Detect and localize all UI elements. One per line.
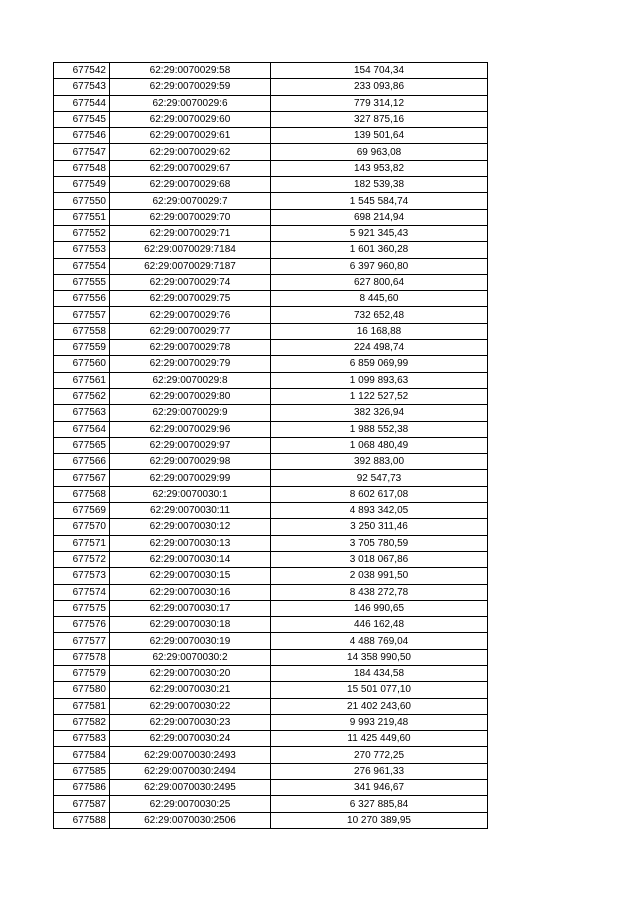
row-id-cell: 677542: [54, 63, 110, 79]
value-cell: 11 425 449,60: [271, 731, 488, 747]
row-id-cell: 677575: [54, 600, 110, 616]
table-row: [54, 568, 488, 584]
table-row: [54, 95, 488, 111]
value-cell: 341 946,67: [271, 780, 488, 796]
row-id-cell: 677585: [54, 763, 110, 779]
table-row: [54, 323, 488, 339]
table-row: [54, 470, 488, 486]
row-id-cell: 677562: [54, 388, 110, 404]
cadastral-number-cell: 62:29:0070029:74: [110, 274, 271, 290]
cadastral-number-cell: 62:29:0070029:96: [110, 421, 271, 437]
row-id-cell: 677568: [54, 486, 110, 502]
cadastral-number-cell: 62:29:0070030:19: [110, 633, 271, 649]
value-cell: 16 168,88: [271, 323, 488, 339]
cadastral-number-cell: 62:29:0070029:70: [110, 209, 271, 225]
row-id-cell: 677571: [54, 535, 110, 551]
row-id-cell: 677580: [54, 682, 110, 698]
table-row: [54, 242, 488, 258]
table-row: [54, 291, 488, 307]
table-row: [54, 372, 488, 388]
value-cell: 139 501,64: [271, 128, 488, 144]
cadastral-number-cell: 62:29:0070029:6: [110, 95, 271, 111]
row-id-cell: 677543: [54, 79, 110, 95]
row-id-cell: 677584: [54, 747, 110, 763]
value-cell: 10 270 389,95: [271, 812, 488, 828]
table-row: [54, 128, 488, 144]
data-table: [53, 62, 488, 829]
table-row: [54, 421, 488, 437]
row-id-cell: 677544: [54, 95, 110, 111]
value-cell: 698 214,94: [271, 209, 488, 225]
table-row: [54, 796, 488, 812]
cadastral-number-cell: 62:29:0070030:2: [110, 649, 271, 665]
cadastral-number-cell: 62:29:0070029:77: [110, 323, 271, 339]
cadastral-number-cell: 62:29:0070029:61: [110, 128, 271, 144]
table-row: [54, 177, 488, 193]
row-id-cell: 677574: [54, 584, 110, 600]
row-id-cell: 677547: [54, 144, 110, 160]
value-cell: 224 498,74: [271, 340, 488, 356]
cadastral-number-cell: 62:29:0070030:20: [110, 665, 271, 681]
value-cell: 182 539,38: [271, 177, 488, 193]
table-row: [54, 225, 488, 241]
row-id-cell: 677552: [54, 225, 110, 241]
value-cell: 327 875,16: [271, 111, 488, 127]
cadastral-number-cell: 62:29:0070030:18: [110, 617, 271, 633]
table-row: [54, 600, 488, 616]
row-id-cell: 677573: [54, 568, 110, 584]
table-row: [54, 503, 488, 519]
value-cell: 92 547,73: [271, 470, 488, 486]
table-row: [54, 617, 488, 633]
value-cell: 8 438 272,78: [271, 584, 488, 600]
table-row: [54, 388, 488, 404]
table-row: [54, 486, 488, 502]
row-id-cell: 677557: [54, 307, 110, 323]
row-id-cell: 677587: [54, 796, 110, 812]
row-id-cell: 677556: [54, 291, 110, 307]
value-cell: 184 434,58: [271, 665, 488, 681]
cadastral-number-cell: 62:29:0070030:23: [110, 714, 271, 730]
cadastral-number-cell: 62:29:0070029:7: [110, 193, 271, 209]
table-row: [54, 356, 488, 372]
row-id-cell: 677576: [54, 617, 110, 633]
table-row: [54, 698, 488, 714]
value-cell: 15 501 077,10: [271, 682, 488, 698]
value-cell: 1 068 480,49: [271, 437, 488, 453]
value-cell: 1 601 360,28: [271, 242, 488, 258]
cadastral-number-cell: 62:29:0070030:21: [110, 682, 271, 698]
value-cell: 270 772,25: [271, 747, 488, 763]
value-cell: 1 099 893,63: [271, 372, 488, 388]
cadastral-number-cell: 62:29:0070029:7184: [110, 242, 271, 258]
table-row: [54, 340, 488, 356]
table-row: [54, 274, 488, 290]
row-id-cell: 677581: [54, 698, 110, 714]
cadastral-number-cell: 62:29:0070029:79: [110, 356, 271, 372]
value-cell: 9 993 219,48: [271, 714, 488, 730]
table-row: [54, 160, 488, 176]
table-row: [54, 714, 488, 730]
cadastral-number-cell: 62:29:0070030:11: [110, 503, 271, 519]
value-cell: 6 327 885,84: [271, 796, 488, 812]
row-id-cell: 677579: [54, 665, 110, 681]
value-cell: 154 704,34: [271, 63, 488, 79]
row-id-cell: 677550: [54, 193, 110, 209]
value-cell: 21 402 243,60: [271, 698, 488, 714]
row-id-cell: 677560: [54, 356, 110, 372]
table-row: [54, 812, 488, 828]
row-id-cell: 677570: [54, 519, 110, 535]
value-cell: 4 488 769,04: [271, 633, 488, 649]
cadastral-number-cell: 62:29:0070030:2494: [110, 763, 271, 779]
table-row: [54, 584, 488, 600]
cadastral-number-cell: 62:29:0070030:17: [110, 600, 271, 616]
row-id-cell: 677553: [54, 242, 110, 258]
cadastral-number-cell: 62:29:0070030:25: [110, 796, 271, 812]
table-row: [54, 63, 488, 79]
cadastral-number-cell: 62:29:0070030:13: [110, 535, 271, 551]
cadastral-number-cell: 62:29:0070029:76: [110, 307, 271, 323]
value-cell: 69 963,08: [271, 144, 488, 160]
table-row: [54, 633, 488, 649]
table-row: [54, 405, 488, 421]
cadastral-number-cell: 62:29:0070030:22: [110, 698, 271, 714]
value-cell: 8 602 617,08: [271, 486, 488, 502]
row-id-cell: 677558: [54, 323, 110, 339]
cadastral-number-cell: 62:29:0070030:14: [110, 551, 271, 567]
table-row: [54, 649, 488, 665]
row-id-cell: 677569: [54, 503, 110, 519]
cadastral-number-cell: 62:29:0070030:12: [110, 519, 271, 535]
table-row: [54, 551, 488, 567]
value-cell: 3 250 311,46: [271, 519, 488, 535]
table-row: [54, 747, 488, 763]
cadastral-number-cell: 62:29:0070030:15: [110, 568, 271, 584]
row-id-cell: 677582: [54, 714, 110, 730]
row-id-cell: 677551: [54, 209, 110, 225]
cadastral-number-cell: 62:29:0070029:80: [110, 388, 271, 404]
table-row: [54, 665, 488, 681]
value-cell: 392 883,00: [271, 454, 488, 470]
table-row: [54, 111, 488, 127]
value-cell: 3 705 780,59: [271, 535, 488, 551]
table-row: [54, 731, 488, 747]
table-row: [54, 79, 488, 95]
table-row: [54, 763, 488, 779]
value-cell: 146 990,65: [271, 600, 488, 616]
row-id-cell: 677563: [54, 405, 110, 421]
cadastral-number-cell: 62:29:0070029:71: [110, 225, 271, 241]
value-cell: 8 445,60: [271, 291, 488, 307]
cadastral-number-cell: 62:29:0070029:67: [110, 160, 271, 176]
value-cell: 3 018 067,86: [271, 551, 488, 567]
row-id-cell: 677567: [54, 470, 110, 486]
value-cell: 1 545 584,74: [271, 193, 488, 209]
cadastral-number-cell: 62:29:0070029:68: [110, 177, 271, 193]
cadastral-number-cell: 62:29:0070030:2506: [110, 812, 271, 828]
row-id-cell: 677572: [54, 551, 110, 567]
row-id-cell: 677566: [54, 454, 110, 470]
cadastral-number-cell: 62:29:0070029:60: [110, 111, 271, 127]
value-cell: 5 921 345,43: [271, 225, 488, 241]
table-row: [54, 437, 488, 453]
row-id-cell: 677545: [54, 111, 110, 127]
table-row: [54, 454, 488, 470]
cadastral-number-cell: 62:29:0070029:98: [110, 454, 271, 470]
table-body: [54, 63, 488, 829]
cadastral-number-cell: 62:29:0070030:2495: [110, 780, 271, 796]
table-row: [54, 209, 488, 225]
cadastral-number-cell: 62:29:0070029:59: [110, 79, 271, 95]
value-cell: 446 162,48: [271, 617, 488, 633]
table-row: [54, 682, 488, 698]
value-cell: 14 358 990,50: [271, 649, 488, 665]
row-id-cell: 677578: [54, 649, 110, 665]
row-id-cell: 677564: [54, 421, 110, 437]
value-cell: 1 122 527,52: [271, 388, 488, 404]
row-id-cell: 677555: [54, 274, 110, 290]
row-id-cell: 677554: [54, 258, 110, 274]
value-cell: 2 038 991,50: [271, 568, 488, 584]
row-id-cell: 677577: [54, 633, 110, 649]
cadastral-number-cell: 62:29:0070029:99: [110, 470, 271, 486]
table-row: [54, 519, 488, 535]
value-cell: 627 800,64: [271, 274, 488, 290]
value-cell: 732 652,48: [271, 307, 488, 323]
value-cell: 779 314,12: [271, 95, 488, 111]
table-row: [54, 144, 488, 160]
row-id-cell: 677559: [54, 340, 110, 356]
value-cell: 4 893 342,05: [271, 503, 488, 519]
row-id-cell: 677561: [54, 372, 110, 388]
table-row: [54, 258, 488, 274]
value-cell: 6 859 069,99: [271, 356, 488, 372]
value-cell: 276 961,33: [271, 763, 488, 779]
row-id-cell: 677565: [54, 437, 110, 453]
cadastral-number-cell: 62:29:0070029:62: [110, 144, 271, 160]
row-id-cell: 677586: [54, 780, 110, 796]
row-id-cell: 677548: [54, 160, 110, 176]
cadastral-number-cell: 62:29:0070029:78: [110, 340, 271, 356]
row-id-cell: 677588: [54, 812, 110, 828]
row-id-cell: 677546: [54, 128, 110, 144]
table-row: [54, 193, 488, 209]
row-id-cell: 677583: [54, 731, 110, 747]
cadastral-number-cell: 62:29:0070029:7187: [110, 258, 271, 274]
cadastral-number-cell: 62:29:0070030:2493: [110, 747, 271, 763]
cadastral-number-cell: 62:29:0070029:97: [110, 437, 271, 453]
value-cell: 1 988 552,38: [271, 421, 488, 437]
table-row: [54, 780, 488, 796]
table-row: [54, 307, 488, 323]
cadastral-number-cell: 62:29:0070029:58: [110, 63, 271, 79]
table-row: [54, 535, 488, 551]
value-cell: 233 093,86: [271, 79, 488, 95]
cadastral-number-cell: 62:29:0070030:16: [110, 584, 271, 600]
cadastral-number-cell: 62:29:0070030:24: [110, 731, 271, 747]
cadastral-number-cell: 62:29:0070029:9: [110, 405, 271, 421]
value-cell: 143 953,82: [271, 160, 488, 176]
cadastral-number-cell: 62:29:0070029:8: [110, 372, 271, 388]
row-id-cell: 677549: [54, 177, 110, 193]
cadastral-number-cell: 62:29:0070030:1: [110, 486, 271, 502]
value-cell: 382 326,94: [271, 405, 488, 421]
value-cell: 6 397 960,80: [271, 258, 488, 274]
cadastral-number-cell: 62:29:0070029:75: [110, 291, 271, 307]
